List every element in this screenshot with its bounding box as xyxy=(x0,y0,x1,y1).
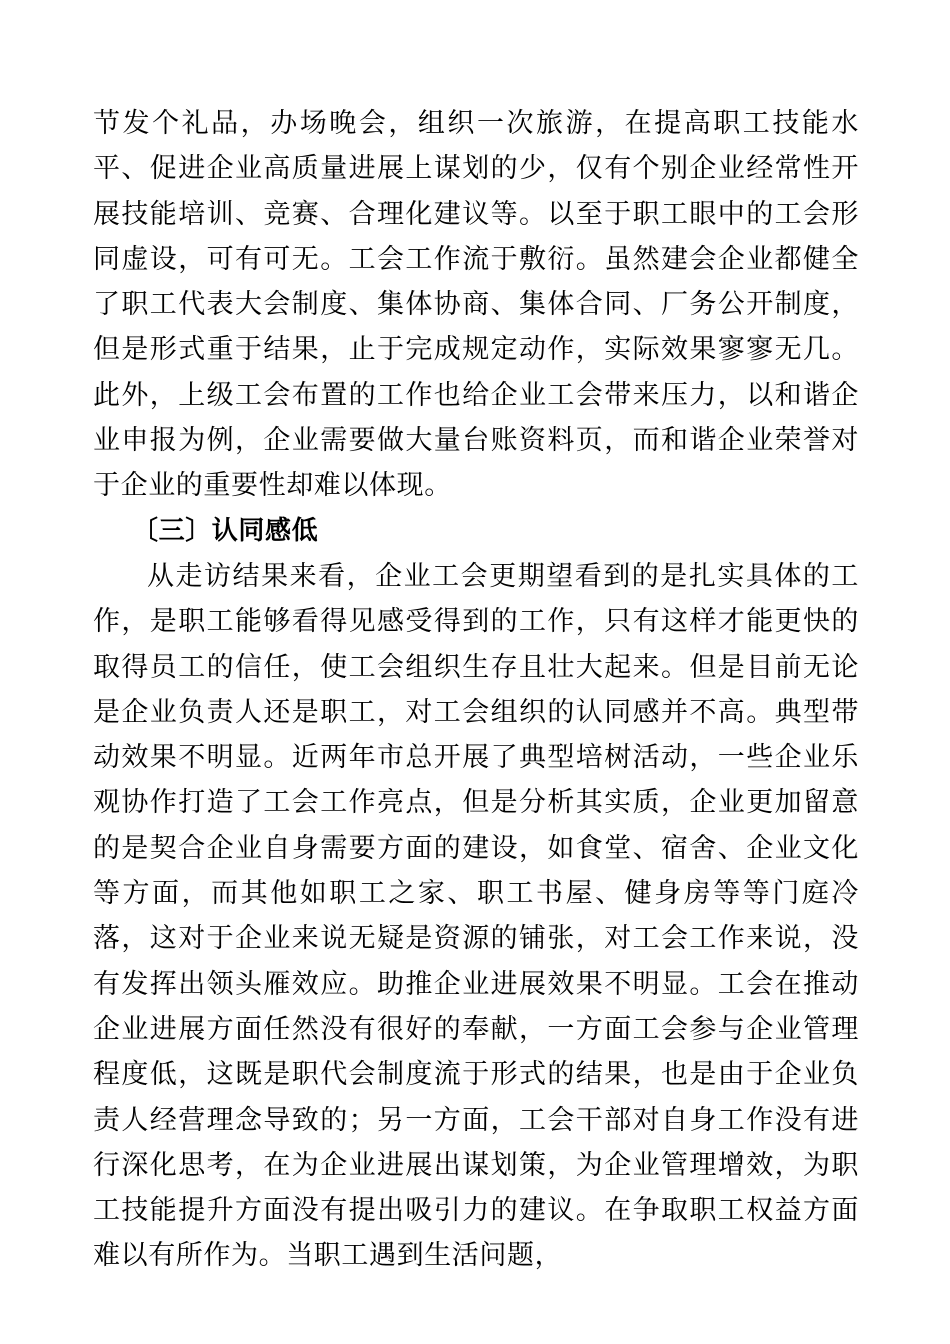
document-body xyxy=(93,101,859,1279)
paragraph-body: 从走访结果来看，企业工会更期望看到的是扎实具体的工作，是职工能够看得见感受得到的工作，只有这样才能更快的取得员工的信任，使工会组织生存且壮大起来。但是目前无论是企业负责人还是职工，对工会组织的认同感并不高。典型带动效果不明显。近两年市总开展了典型培树活动，一些企业乐观协作打造了工会工作亮点，但是分析其实质，企业更加留意的是契合企业自身需要方面的建设，如食堂、宿舍、企业文化等方面，而其他如职工之家、职工书屋、健身房等等门庭冷落，这对于企业来说无疑是资源的铺张，对工会工作来说，没有发挥出领头雁效应。助推企业进展效果不明显。工会在推动企业进展方面任然没有很好的奉献，一方面工会参与企业管理程度低，这既是职代会制度流于形式的结果，也是由于企业负责人经营理念导致的；另一方面，工会干部对自身工作没有进行深化思考，在为企业进展出谋划策，为企业管理增效，为职工技能提升方面没有提出吸引力的建议。在争取职工权益方面难以有所作为。当职工遇到生活问题， xyxy=(93,560,859,1272)
section-heading: 〔三〕认同感低 xyxy=(132,515,319,546)
paragraph-continuation: 节发个礼品，办场晚会，组织一次旅游，在提高职工技能水平、促进企业高质量进展上谋划的少，仅有个别企业经常性开展技能培训、竞赛、合理化建议等。以至于职工眼中的工会形同虚设，可有可无。工会工作流于敷衍。虽然建会企业都健全了职工代表大会制度、集体协商、集体合同、厂务公开制度，但是形式重于结果，止于完成规定动作，实际效果寥寥无几。此外，上级工会布置的工作也给企业工会带来压力，以和谐企业申报为例，企业需要做大量台账资料页，而和谐企业荣誉对于企业的重要性却难以体现。 xyxy=(93,108,859,502)
